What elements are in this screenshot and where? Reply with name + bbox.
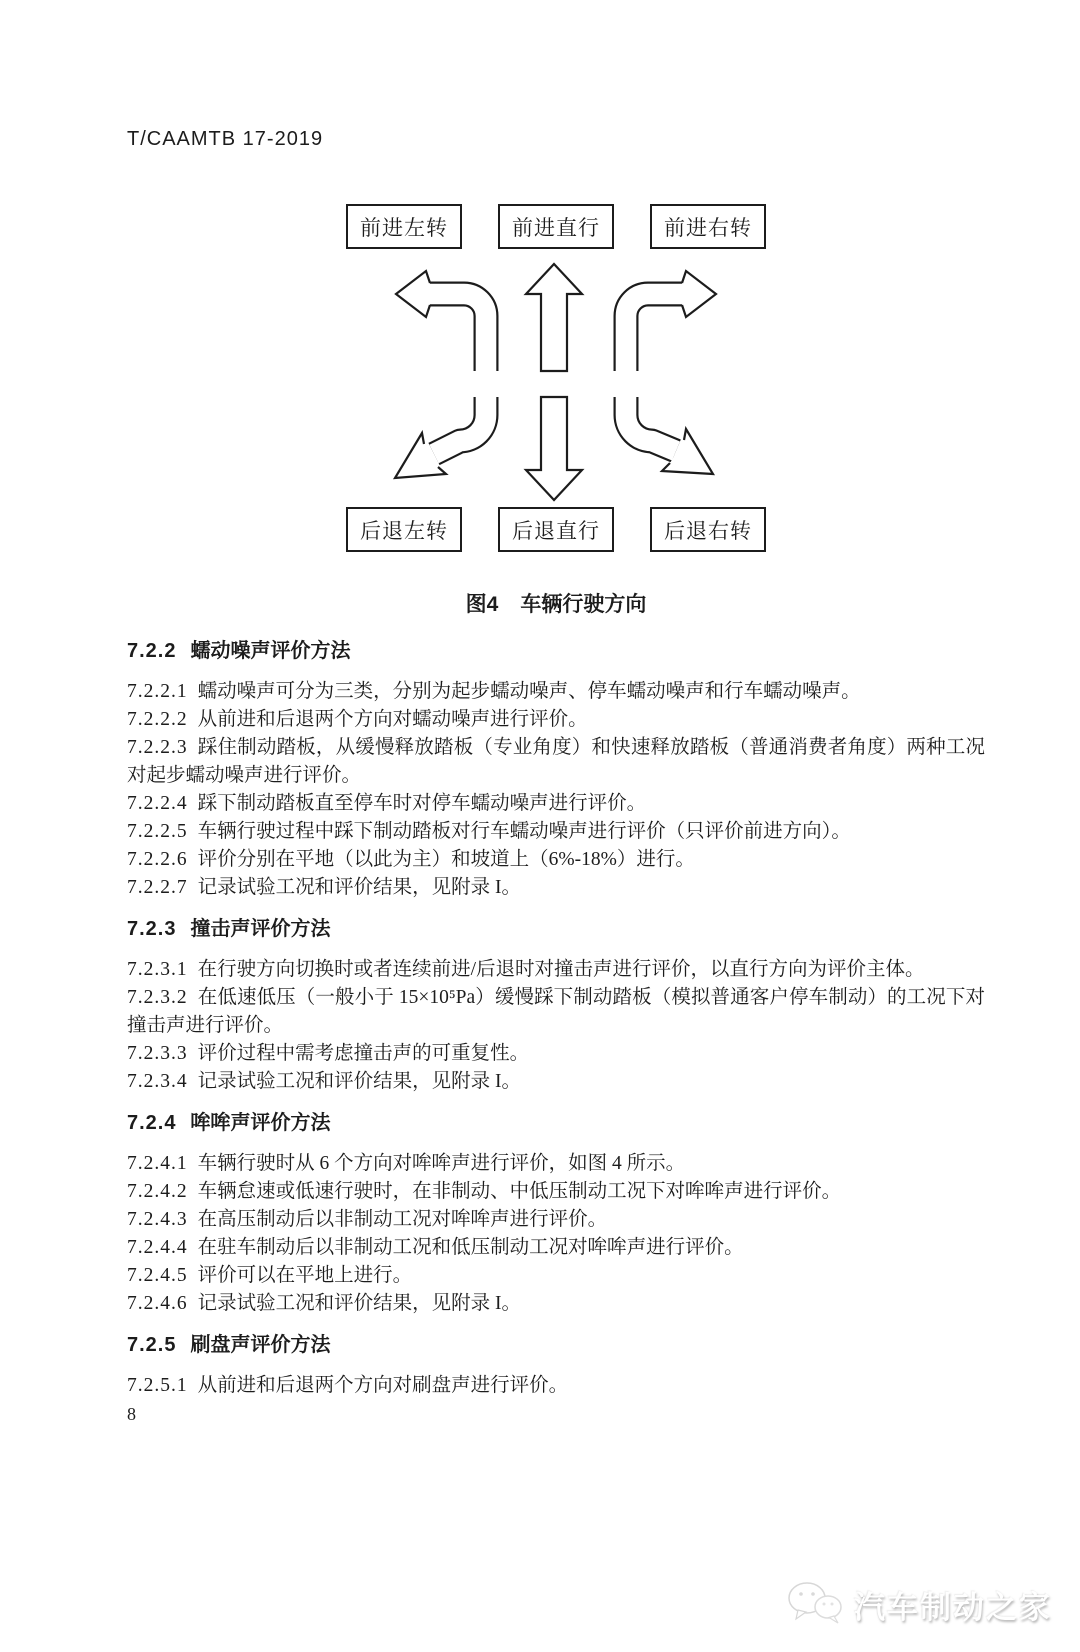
section-7-2-2 — [127, 637, 985, 902]
arrow-forward-straight-icon — [526, 264, 582, 371]
clause-7-2-4-1: 7.2.4.1 车辆行驶时从 6 个方向对哞哞声进行评价，如图 4 所示。 — [127, 1153, 686, 1174]
figure-4-vehicle-directions — [346, 204, 766, 619]
doc-code: T/CAAMTB 17-2019 — [127, 128, 324, 150]
box-forward-left: 前进左转 — [346, 204, 462, 249]
box-reverse-right: 后退右转 — [650, 507, 766, 552]
clause-7-2-4-2: 7.2.4.2 车辆怠速或低速行驶时，在非制动、中低压制动工况下对哞哞声进行评价。 — [127, 1181, 842, 1202]
figure-caption-text: 车辆行驶方向 — [520, 593, 647, 616]
clause-7-2-4-6: 7.2.4.6 记录试验工况和评价结果，见附录 I。 — [127, 1293, 521, 1314]
box-reverse-straight: 后退直行 — [498, 507, 614, 552]
wechat-logo-icon — [786, 1580, 844, 1628]
page-number: 8 — [127, 1404, 136, 1424]
clause-7-2-2-1: 7.2.2.1 蠕动噪声可分为三类，分别为起步蠕动噪声、停车蠕动噪声和行车蠕动噪声。 — [127, 681, 861, 702]
arrow-reverse-straight-icon — [526, 397, 582, 500]
box-forward-right: 前进右转 — [650, 204, 766, 249]
clause-7-2-2-6: 7.2.2.6 评价分别在平地（以此为主）和坡道上（6%-18%）进行。 — [127, 849, 695, 870]
clause-7-2-2-5: 7.2.2.5 车辆行驶过程中踩下制动踏板对行车蠕动噪声进行评价（只评价前进方向）。 — [127, 821, 851, 842]
figure-caption-label: 图4 — [465, 593, 499, 616]
section-7-2-4 — [127, 1109, 985, 1318]
document-page — [0, 126, 1080, 1652]
clause-7-2-3-1: 7.2.3.1 在行驶方向切换时或者连续前进/后退时对撞击声进行评价，以直行方向为评价主体。 — [127, 959, 925, 980]
section-heading: 7.2.2 蠕动噪声评价方法 — [127, 640, 351, 662]
section-heading: 7.2.3 撞击声评价方法 — [127, 918, 331, 940]
arrow-reverse-left-icon — [395, 397, 486, 478]
forward-direction-boxes — [346, 204, 766, 249]
clause-7-2-5-1: 7.2.5.1 从前进和后退两个方向对刷盘声进行评价。 — [127, 1375, 569, 1396]
clause-7-2-3-4: 7.2.3.4 记录试验工况和评价结果，见附录 I。 — [127, 1071, 521, 1092]
clause-7-2-2-4: 7.2.2.4 踩下制动踏板直至停车时对停车蠕动噪声进行评价。 — [127, 793, 647, 814]
clause-7-2-4-3: 7.2.4.3 在高压制动后以非制动工况对哞哞声进行评价。 — [127, 1209, 608, 1230]
clause-7-2-2-2: 7.2.2.2 从前进和后退两个方向对蠕动噪声进行评价。 — [127, 709, 588, 730]
section-7-2-5 — [127, 1331, 985, 1400]
section-heading: 7.2.5 刷盘声评价方法 — [127, 1334, 331, 1356]
figure-caption — [346, 591, 766, 619]
page-content — [0, 126, 1080, 1426]
box-forward-straight: 前进直行 — [498, 204, 614, 249]
clause-7-2-4-5: 7.2.4.5 评价可以在平地上进行。 — [127, 1265, 413, 1286]
reverse-direction-boxes — [346, 507, 766, 552]
clause-7-2-3-3: 7.2.3.3 评价过程中需考虑撞击声的可重复性。 — [127, 1043, 530, 1064]
arrow-forward-right-icon — [626, 271, 716, 371]
clause-7-2-4-4: 7.2.4.4 在驻车制动后以非制动工况和低压制动工况对哞哞声进行评价。 — [127, 1237, 744, 1258]
arrow-forward-left-icon — [396, 271, 486, 371]
clause-7-2-2-7: 7.2.2.7 记录试验工况和评价结果，见附录 I。 — [127, 877, 521, 898]
clause-7-2-2-3: 7.2.2.3 踩住制动踏板，从缓慢释放踏板（专业角度）和快速释放踏板（普通消费者角度）两种工况对起步蠕动噪声进行评价。 — [127, 737, 985, 786]
section-7-2-3 — [127, 915, 985, 1096]
direction-arrows-diagram — [346, 257, 766, 507]
arrow-reverse-right-icon — [626, 397, 713, 474]
watermark-text: 汽车制动之家 — [854, 1589, 1052, 1625]
clauses — [127, 637, 985, 1400]
watermark — [786, 1580, 1052, 1628]
clause-7-2-3-2: 7.2.3.2 在低速低压（一般小于 15×10⁵Pa）缓慢踩下制动踏板（模拟普通客户停车制动）的工况下对撞击声进行评价。 — [127, 987, 985, 1036]
section-heading: 7.2.4 哞哞声评价方法 — [127, 1112, 331, 1134]
box-reverse-left: 后退左转 — [346, 507, 462, 552]
